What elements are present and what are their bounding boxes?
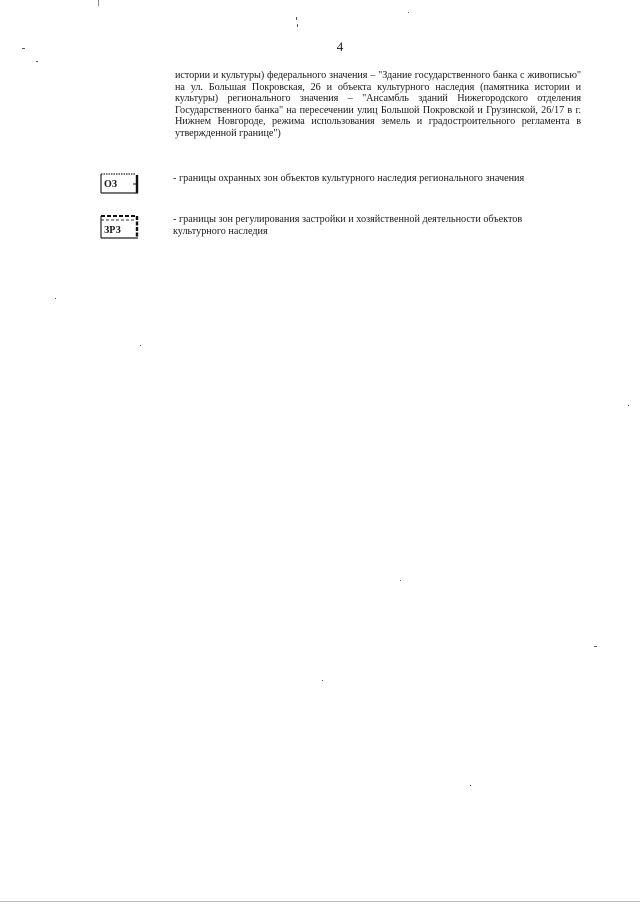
scan-artifact bbox=[297, 24, 298, 27]
legend-symbol-zrz bbox=[100, 214, 138, 236]
scan-artifact bbox=[98, 0, 99, 6]
scan-artifact bbox=[0, 901, 640, 902]
legend-code-oz: ОЗ bbox=[104, 179, 118, 190]
legend-text-zrz: - границы зон регулирования застройки и хозяйственной деятельности объектов культурного наследия bbox=[173, 214, 523, 237]
scan-artifact bbox=[400, 580, 401, 581]
scan-artifact bbox=[408, 12, 409, 13]
scan-artifact bbox=[322, 680, 323, 681]
scan-artifact bbox=[140, 345, 141, 346]
scan-artifact bbox=[296, 17, 297, 20]
scan-artifact bbox=[628, 405, 629, 406]
scan-artifact bbox=[55, 298, 56, 299]
body-paragraph: истории и культуры) федерального значения – "Здание государственного банка с живописью" на ул. Большая Покровская, 26 и объекта культурного наследия (памятника истории и культуры) регионального значения – "Ансамбль зданий Нижегородского отделения Государственного банка" на пересечении улиц Большой Покровской и Грузинской, 26/17 в г. Нижнем Новгороде, режима использования земель и градостроительного регламента в утвержденной границе") bbox=[175, 70, 581, 139]
scan-artifact bbox=[594, 646, 597, 647]
page-number: 4 bbox=[336, 39, 344, 54]
scan-artifact bbox=[470, 785, 471, 786]
legend-text-oz: - границы охранных зон объектов культурного наследия регионального значения bbox=[173, 173, 525, 184]
scan-artifact bbox=[22, 48, 25, 49]
legend-symbol-oz bbox=[100, 172, 138, 194]
legend-code-zrz: ЗРЗ bbox=[104, 225, 121, 236]
scan-artifact bbox=[36, 61, 38, 62]
